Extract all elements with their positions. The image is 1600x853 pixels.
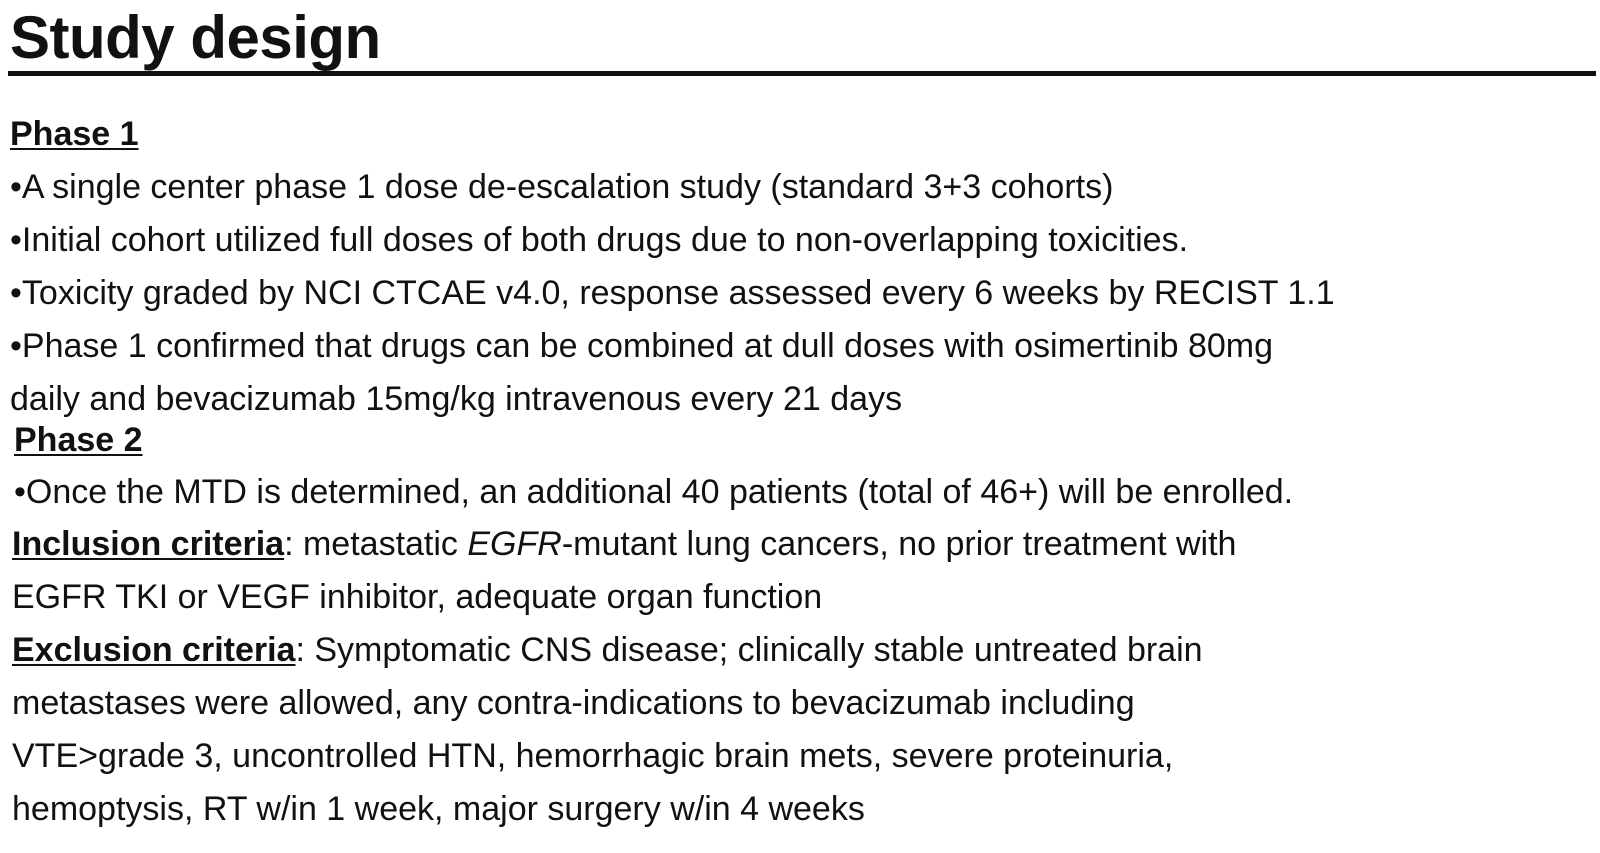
phase1-bullet-4 <box>10 324 1273 368</box>
phase1-bullet-3-text: Toxicity graded by NCI CTCAE v4.0, response assessed every 6 weeks by RECIST 1.1 <box>21 274 1335 312</box>
title-divider <box>8 71 1596 76</box>
phase2-heading: Phase 2 <box>14 421 143 459</box>
inclusion-text-a: : metastatic <box>284 525 468 563</box>
exclusion-text: : Symptomatic CNS disease; clinically stable untreated brain <box>295 631 1203 669</box>
phase1-bullet-2-text: Initial cohort utilized full doses of both drugs due to non-overlapping toxicities. <box>21 221 1189 259</box>
inclusion-criteria-line-1 <box>12 522 1236 566</box>
inclusion-gene-name: EGFR <box>467 525 562 563</box>
inclusion-criteria-line-2: EGFR TKI or VEGF inhibitor, adequate organ function <box>12 578 823 616</box>
phase2-bullet <box>14 470 1293 514</box>
inclusion-criteria-heading: Inclusion criteria <box>12 525 285 563</box>
phase2-bullet-text: Once the MTD is determined, an additional 40 patients (total of 46+) will be enrolled. <box>25 473 1294 511</box>
phase1-bullet-1-text: A single center phase 1 dose de-escalation study (standard 3+3 cohorts) <box>21 168 1114 206</box>
exclusion-criteria-line-3: VTE>grade 3, uncontrolled HTN, hemorrhagic brain mets, severe proteinuria, <box>12 737 1174 775</box>
inclusion-text-b: -mutant lung cancers, no prior treatment with <box>561 525 1237 563</box>
exclusion-criteria-line-4: hemoptysis, RT w/in 1 week, major surgery w/in 4 weeks <box>12 790 865 828</box>
phase1-bullet-2 <box>10 218 1188 262</box>
phase1-bullet-4-text: Phase 1 confirmed that drugs can be combined at dull doses with osimertinib 80mg <box>21 327 1274 365</box>
exclusion-criteria-heading: Exclusion criteria <box>12 631 296 669</box>
phase1-heading: Phase 1 <box>10 115 139 153</box>
exclusion-criteria-line-1 <box>12 628 1203 672</box>
phase1-bullet-4-continuation: daily and bevacizumab 15mg/kg intravenous every 21 days <box>10 380 903 418</box>
phase1-bullet-3 <box>10 271 1335 315</box>
phase1-bullet-1 <box>10 165 1113 209</box>
page-title: Study design <box>10 4 381 71</box>
exclusion-criteria-line-2: metastases were allowed, any contra-indications to bevacizumab including <box>12 684 1135 722</box>
